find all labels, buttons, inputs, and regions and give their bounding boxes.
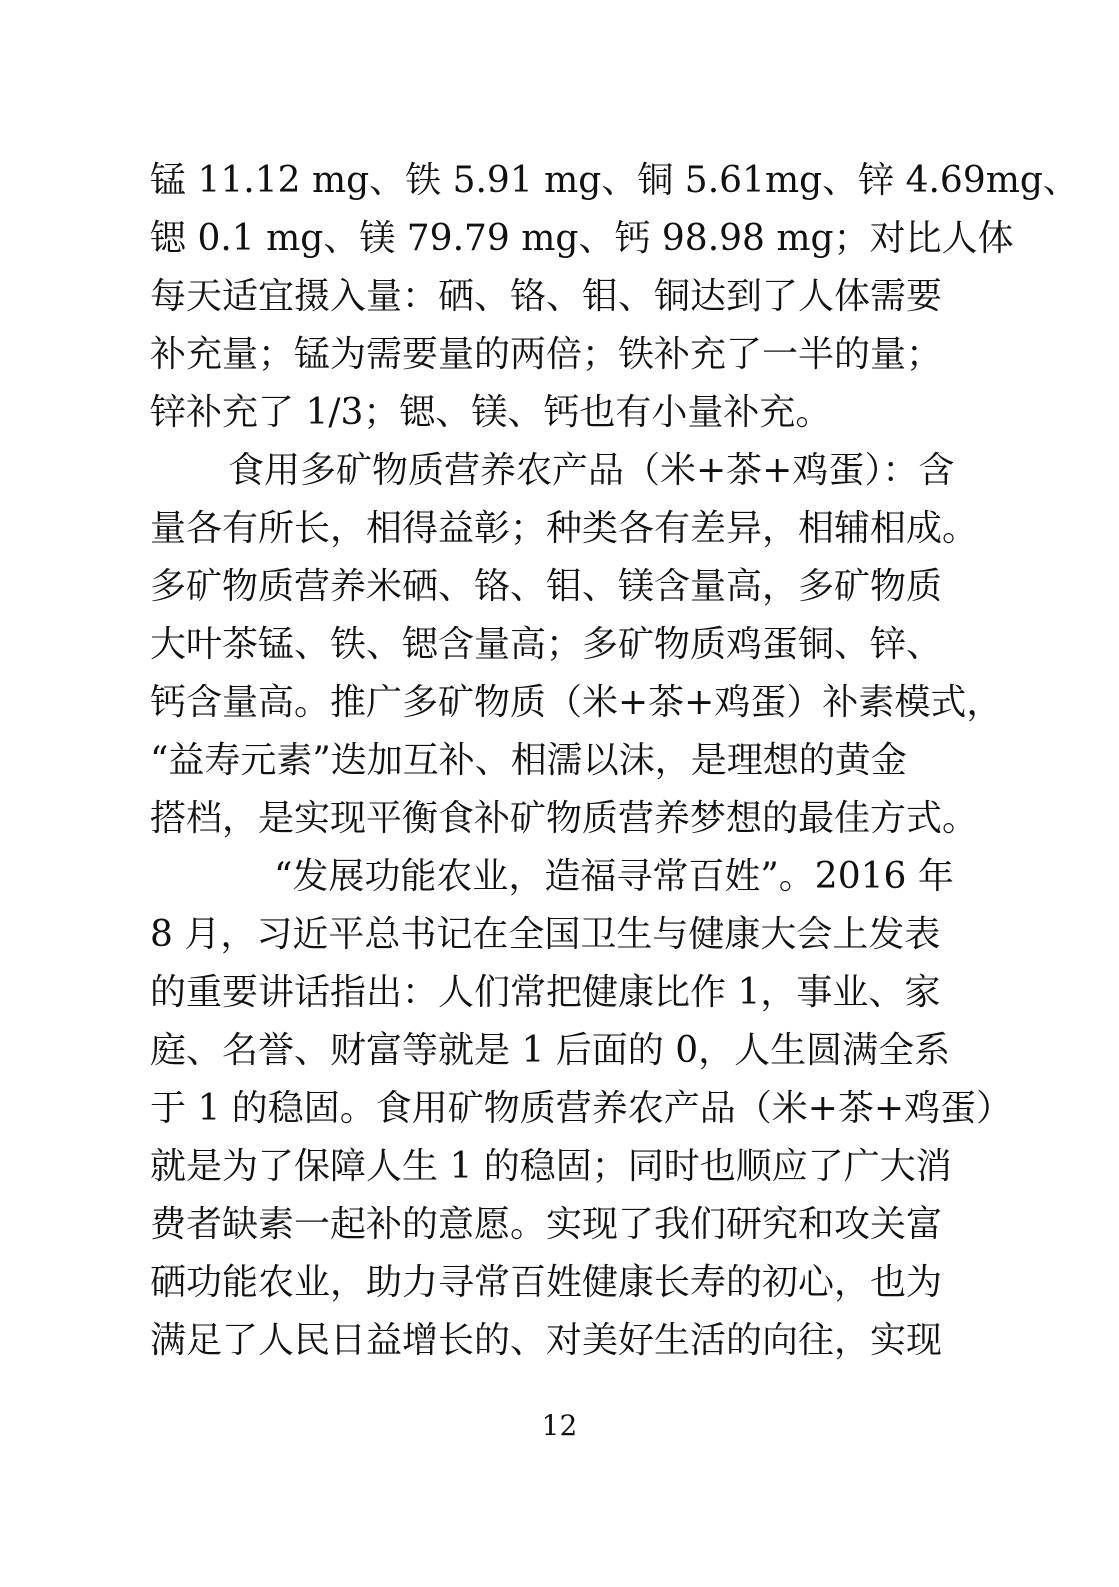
text-line-19: 费者缺素一起补的意愿。实现了我们研究和攻关富: [150, 1204, 943, 1245]
text-line-8: 多矿物质营养米硒、铬、钼、镁含量高，多矿物质: [150, 566, 943, 607]
text-line-5: 锌补充了 1/3；锶、镁、钙也有小量补充。: [150, 392, 832, 433]
text-line-4: 补充量；锰为需要量的两倍；铁补充了一半的量；: [150, 334, 943, 375]
text-line-12: 搭档，是实现平衡食补矿物质营养梦想的最佳方式。: [150, 798, 979, 839]
text-line-14: 8 月，习近平总书记在全国卫生与健康大会上发表: [150, 914, 941, 955]
paragraph-start-line: 食用多矿物质营养农产品（米+茶+鸡蛋）：含: [228, 450, 955, 491]
text-line-1: 锰 11.12 mg、铁 5.91 mg、铜 5.61mg、锌 4.69mg、: [150, 160, 1079, 201]
text-line-21: 满足了人民日益增长的、对美好生活的向往，实现: [150, 1320, 943, 1361]
page-number: 12: [541, 1409, 578, 1442]
paragraph-start-line: “发展功能农业，造福寻常百姓”。2016 年: [274, 856, 954, 897]
text-line-3: 每天适宜摄入量：硒、铬、钼、铜达到了人体需要: [150, 276, 943, 317]
text-line-10: 钙含量高。推广多矿物质（米+茶+鸡蛋）补素模式，: [150, 682, 1003, 723]
text-line-7: 量各有所长，相得益彰；种类各有差异，相辅相成。: [150, 508, 979, 549]
text-line-9: 大叶茶锰、铁、锶含量高；多矿物质鸡蛋铜、锌、: [150, 624, 943, 665]
body-text: [150, 152, 1079, 1370]
text-line-16: 庭、名誉、财富等就是 1 后面的 0，人生圆满全系: [150, 1030, 951, 1071]
text-line-17: 于 1 的稳固。食用矿物质营养农产品（米+茶+鸡蛋）: [150, 1088, 1013, 1129]
text-line-18: 就是为了保障人生 1 的稳固；同时也顺应了广大消: [150, 1146, 952, 1187]
text-line-20: 硒功能农业，助力寻常百姓健康长寿的初心，也为: [150, 1262, 943, 1303]
text-line-11: “益寿元素”迭加互补、相濡以沫，是理想的黄金: [150, 740, 907, 781]
text-line-2: 锶 0.1 mg、镁 79.79 mg、钙 98.98 mg；对比人体: [150, 218, 1014, 259]
text-line-15: 的重要讲话指出：人们常把健康比作 1，事业、家: [150, 972, 941, 1013]
